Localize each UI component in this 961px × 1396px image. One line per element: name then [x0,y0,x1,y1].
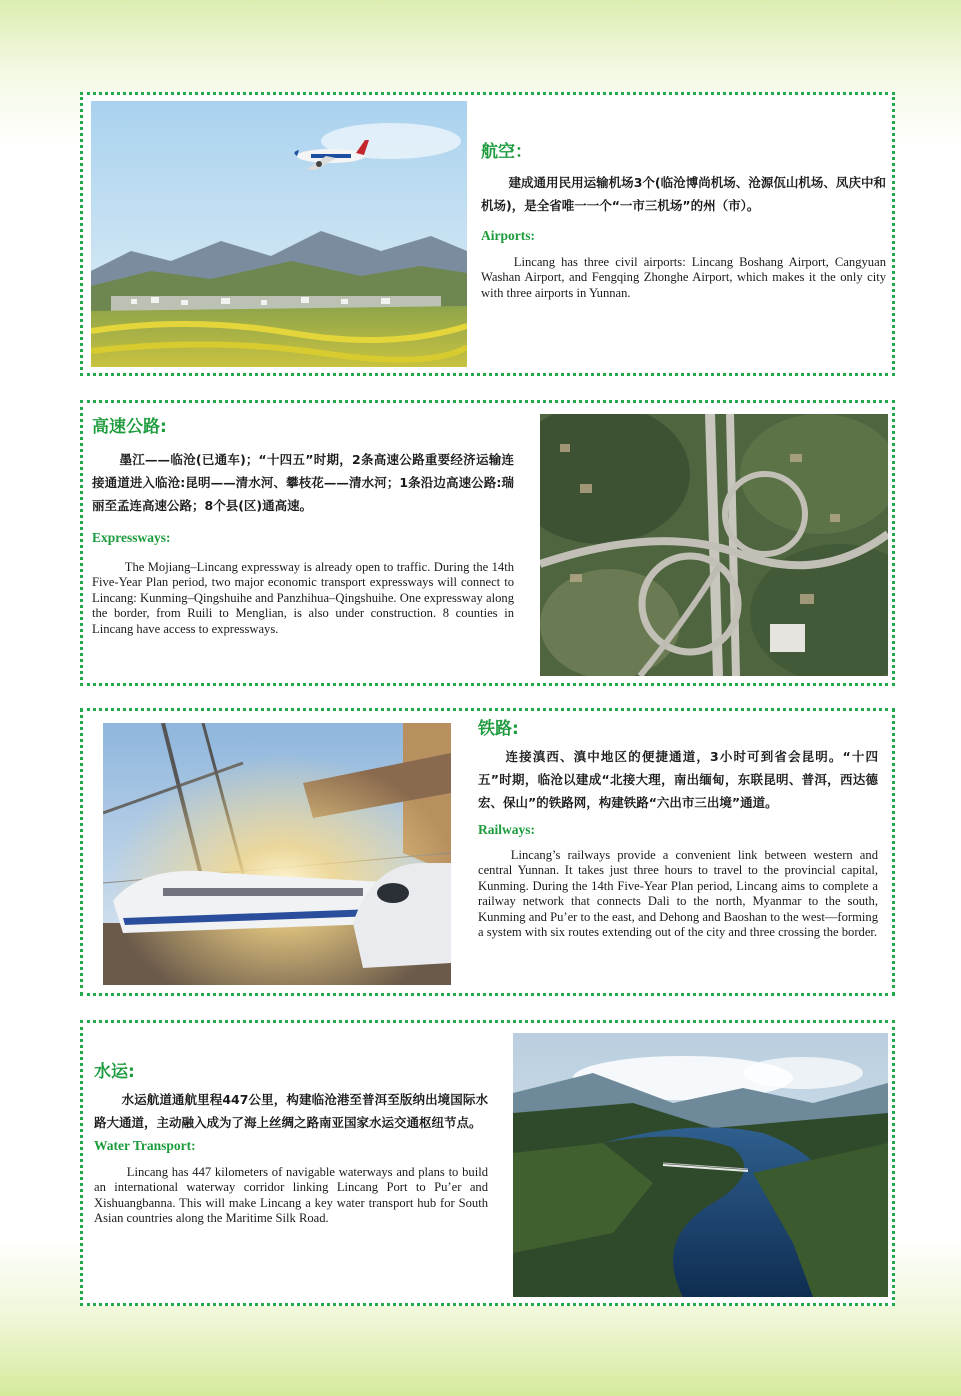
water-cn-body: 水运航道通航里程447公里，构建临沧港至普洱至版纳出境国际水路大通道，主动融入成为了海上丝绸之路南亚国家水运交通枢纽节点。 [94,1092,488,1130]
river-reservoir-aerial-photo [513,1033,888,1297]
railways-panel [80,708,895,996]
water-en-title: Water Transport: [94,1138,196,1153]
airports-cn-body: 建成通用民用运输机场3个(临沧博尚机场、沧源佤山机场、凤庆中和机场)，是全省唯一一个“一市三机场”的州（市）。 [481,175,886,213]
railways-cn-body: 连接滇西、滇中地区的便捷通道，3小时可到省会昆明。“十四五”时期，临沧以建成“北接大理，南出缅甸，东联昆明、普洱，西达德宏、保山”的铁路网，构建铁路“六出市三出境”通道。 [478,749,878,810]
railways-en-title: Railways: [478,822,535,837]
water-transport-panel [80,1020,895,1306]
expressways-cn-body: 墨江——临沧(已通车)；“十四五”时期，2条高速公路重要经济运输连接通道进入临沧:昆明——清水河、攀枝花——清水河；1条沿边高速公路:瑞丽至孟连高速公路；8个县(区)通高速。 [92,452,514,513]
expressways-panel [80,400,895,686]
airports-text [481,141,886,301]
railways-text [478,718,878,940]
expressways-en-body: The Mojiang–Lincang expressway is already open to traffic. During the 14th Five-Year Plan period, two major economic transport expressways will connect to Lincang: Kunming–Qingshuihe and Panzhihua–Qingshuihe. One expressway along the border, from Ruili to Menglian, is also under construction. 8 counties in Lincang have access to expressways. [92,560,514,636]
expressways-en-title: Expressways: [92,530,171,545]
highway-interchange-aerial-photo [540,414,888,676]
expressways-text [92,416,514,637]
airports-panel [80,92,895,376]
water-en-body: Lincang has 447 kilometers of navigable waterways and plans to build an international waterway corridor linking Lincang Port to Pu’er and Xishuangbanna. This will make Lincang a key water transport hub for South Asian countries along the Maritime Silk Road. [94,1165,488,1226]
airports-en-body: Lincang has three civil airports: Lincang Boshang Airport, Cangyuan Washan Airport, and Fengqing Zhonghe Airport, which makes it the only city with three airports in Yunnan. [481,255,886,300]
water-cn-title: 水运: [94,1062,135,1082]
high-speed-train-station-photo [103,723,451,985]
railways-cn-title: 铁路: [478,719,519,739]
airports-en-title: Airports: [481,228,535,243]
expressways-cn-title: 高速公路: [92,417,167,437]
water-text [94,1061,488,1227]
airports-cn-title: 航空： [481,142,532,162]
airplane-over-village-photo [91,101,467,367]
railways-en-body: Lincang’s railways provide a convenient link between western and central Yunnan. It takes just three hours to travel to the provincial capital, Kunming. During the 14th Five-Year Plan period, Lincang aims to complete a railway network that connects Dali to the north, Myanmar to the south, Kunming and Pu’er to the east, and Dehong and Baoshan to the west—forming a system with six routes extending out of the city and three crossing the border. [478,848,878,940]
